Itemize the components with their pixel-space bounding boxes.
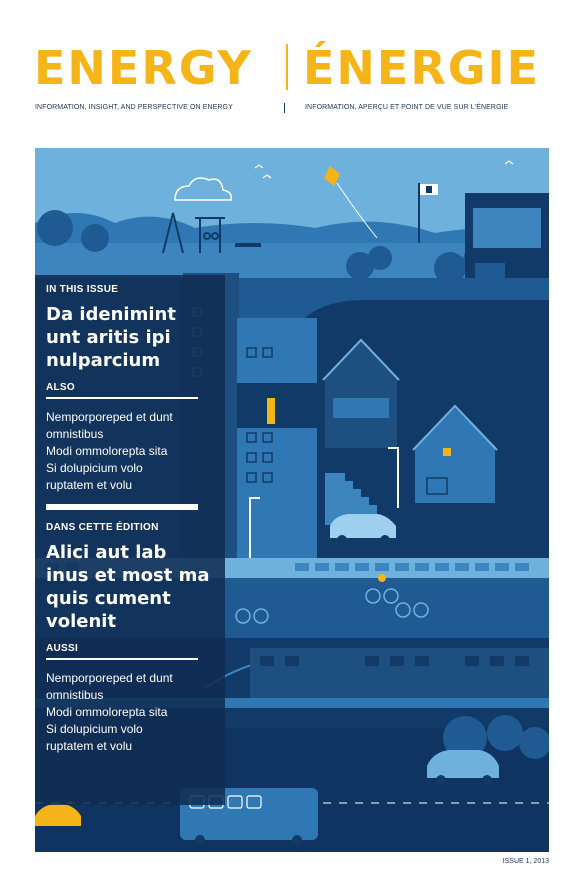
window-balcony — [473, 208, 541, 248]
car-icon — [427, 750, 499, 778]
list-item: Nemporporeped et dunt — [46, 671, 173, 685]
headline-english — [46, 303, 221, 372]
masthead — [0, 0, 583, 140]
list-item: Modi ommolorepta sita — [46, 705, 168, 719]
bus-wheel — [195, 835, 205, 845]
in-this-issue-label: IN THIS ISSUE — [46, 284, 119, 295]
cyclist-icon — [378, 574, 386, 582]
issue-number: ISSUE 1, 2013 — [502, 858, 549, 865]
list-item: omnistibus — [46, 688, 104, 702]
headline-line: volenit — [46, 611, 117, 632]
also-label: ALSO — [46, 382, 75, 393]
headline-line: Da idenimint — [46, 304, 176, 325]
lit-window — [443, 448, 451, 456]
section-divider — [46, 504, 198, 510]
train-icon — [250, 648, 549, 698]
contents-text — [46, 284, 221, 755]
aussi-label: AUSSI — [46, 643, 79, 654]
bus-wheel — [292, 835, 302, 845]
list-item: ruptatem et volu — [46, 739, 133, 753]
headline-line: Alici aut lab — [46, 542, 167, 563]
car-wheel — [337, 535, 347, 545]
headline-line: quis cument — [46, 588, 171, 609]
headline-line: inus et most ma — [46, 565, 210, 586]
house-left-window — [333, 398, 389, 418]
tagline-english: INFORMATION, INSIGHT, AND PERSPECTIVE ON ENERGY — [35, 104, 233, 111]
headline-line: nulparcium — [46, 350, 161, 371]
list-item: Nemporporeped et dunt — [46, 410, 173, 424]
title-divider — [286, 44, 288, 90]
list-item: Si dolupicium volo — [46, 461, 143, 475]
list-item: ruptatem et volu — [46, 478, 133, 492]
car-icon — [330, 514, 396, 538]
headline-line: unt aritis ipi — [46, 327, 171, 348]
divider — [46, 658, 198, 660]
list-item: omnistibus — [46, 427, 104, 441]
title-english: ENERGY — [34, 41, 253, 95]
seesaw — [235, 243, 261, 247]
headline-french — [46, 541, 221, 633]
title-french: ÉNERGIE — [303, 41, 541, 95]
apartment-interior — [237, 383, 317, 428]
car-wheel — [436, 775, 446, 785]
divider — [46, 397, 198, 399]
list-item: Modi ommolorepta sita — [46, 444, 168, 458]
tagline-divider — [284, 103, 285, 113]
flag-emblem — [426, 186, 432, 193]
car-wheel — [482, 775, 492, 785]
car-wheel — [380, 535, 390, 545]
dans-cette-edition-label: DANS CETTE ÉDITION — [46, 522, 159, 533]
tagline-french: INFORMATION, APERÇU ET POINT DE VUE SUR L'ÉNERGIE — [305, 104, 509, 111]
list-item: Si dolupicium volo — [46, 722, 143, 736]
interior-figure — [267, 398, 275, 424]
